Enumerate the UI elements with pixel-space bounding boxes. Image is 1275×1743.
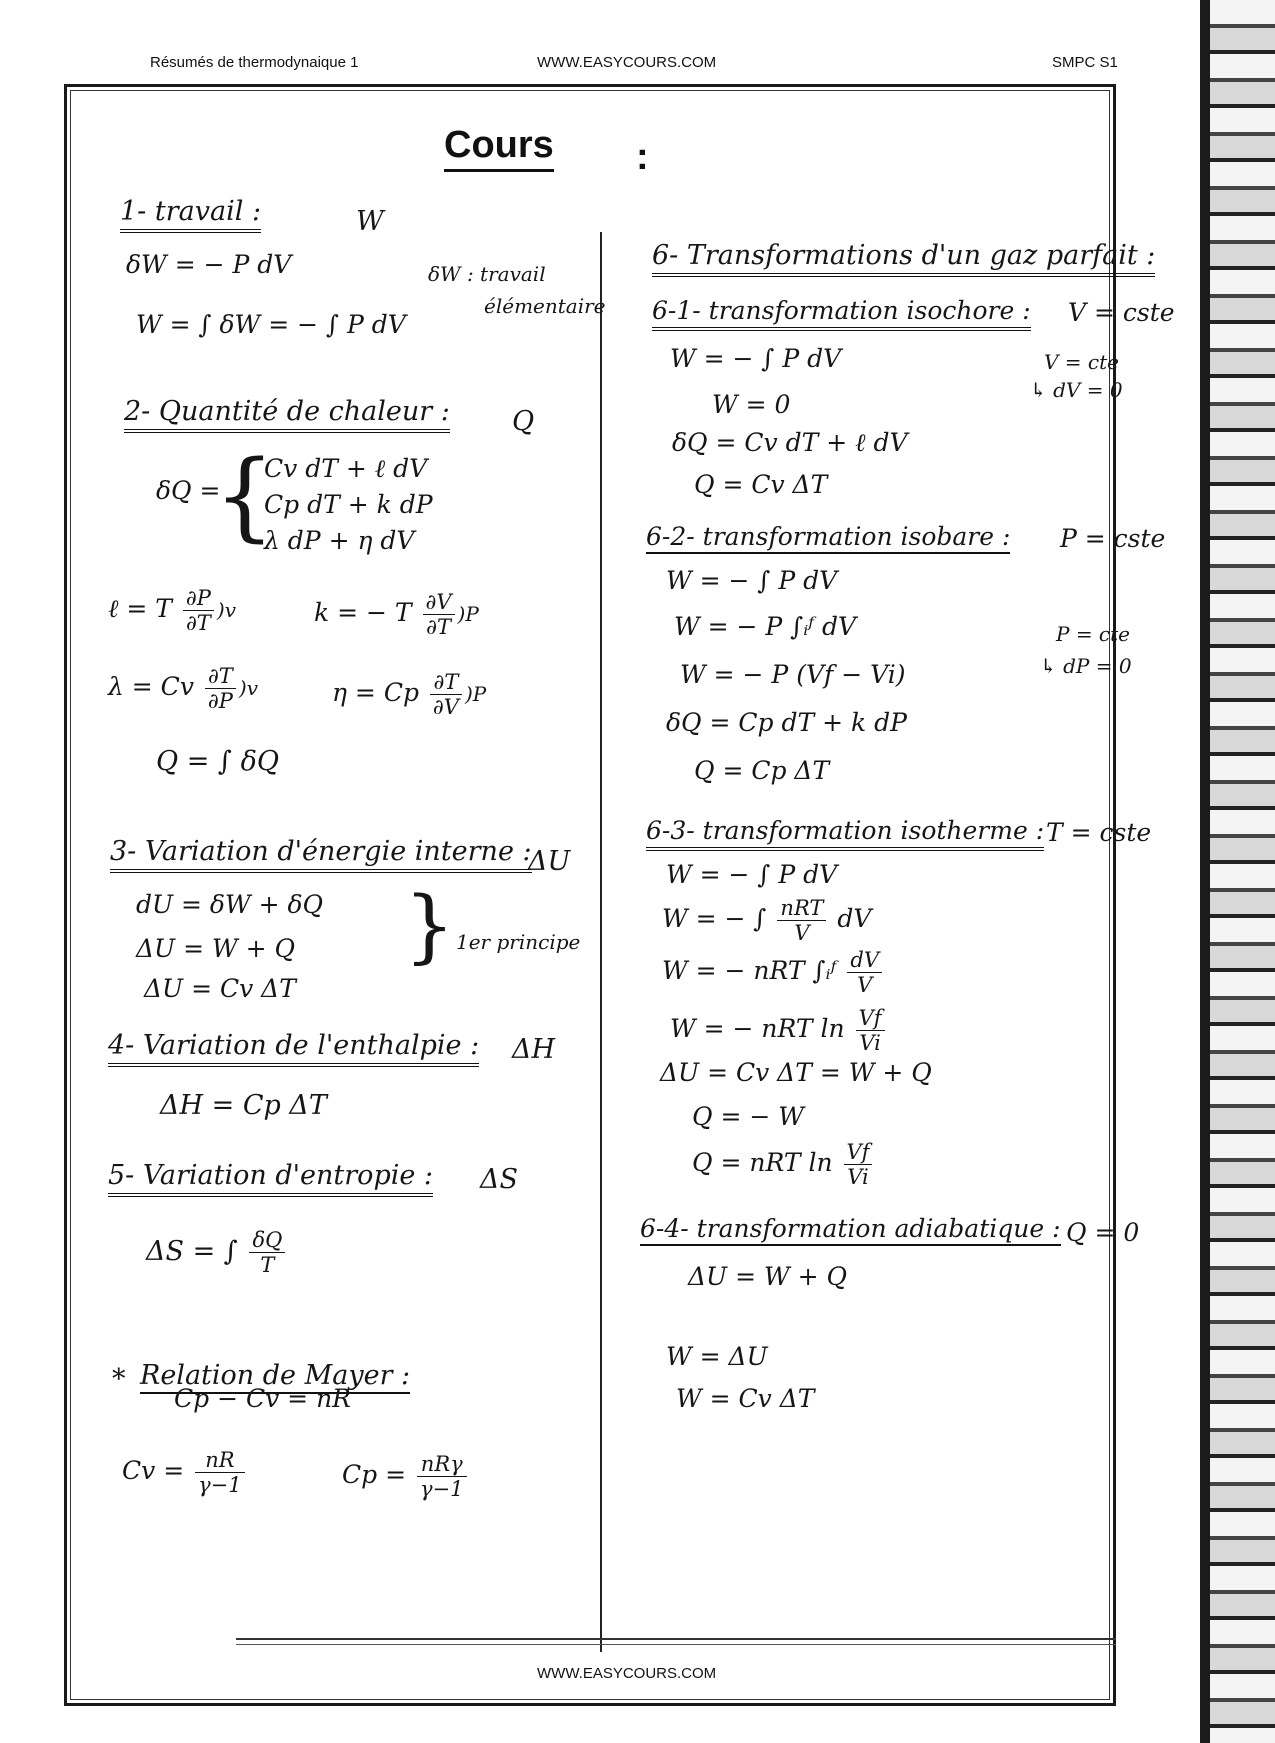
eq-k-sub: )P — [457, 602, 479, 626]
eq-6-3-3-num: dV — [847, 948, 882, 973]
section-2-eq-q-integral: Q = ∫ δQ — [156, 746, 279, 777]
section-2-case-1: Cv dT + ℓ dV — [264, 454, 428, 483]
section-6-1-eq-1: W = − ∫ P dV — [670, 344, 842, 373]
cp-fraction — [417, 1452, 467, 1501]
section-3-symbol: ΔU — [528, 846, 571, 877]
section-6-2-note-1: P = cte — [1056, 622, 1131, 646]
eq-l-lhs: ℓ = T — [108, 594, 172, 623]
section-4-title: 4- Variation de l'enthalpie : — [108, 1030, 479, 1067]
mayer-cv — [122, 1448, 248, 1497]
eq-lambda-sub: )v — [238, 676, 258, 700]
mayer-star: * — [112, 1364, 126, 1395]
eq-entropy-num: δQ — [249, 1228, 285, 1253]
section-6-3-eq-6: Q = − W — [692, 1102, 804, 1131]
header-right-text: SMPC S1 — [1052, 54, 1118, 71]
section-3-eq-3: ΔU = Cv ΔT — [144, 974, 296, 1003]
eq-6-3-3-fraction — [847, 948, 882, 997]
mayer-title: Relation de Mayer : — [140, 1360, 410, 1394]
section-6-1-eq-2: W = 0 — [712, 390, 791, 419]
section-3-eq-2: ΔU = W + Q — [136, 934, 295, 963]
section-6-2-eq-2: W = − P ∫ᵢᶠ dV — [674, 612, 857, 641]
eq-6-3-3-lhs: W = − nRT ∫ᵢᶠ — [662, 956, 837, 985]
cv-lhs: Cv = — [122, 1456, 185, 1485]
eq-k-fraction — [423, 590, 455, 639]
section-2-eq-eta — [332, 670, 486, 719]
section-2-case-2: Cp dT + k dP — [264, 490, 433, 519]
footer-text: WWW.EASYCOURS.COM — [537, 1665, 717, 1682]
eq-6-3-2-rhs: dV — [837, 904, 872, 933]
cp-num: nRγ — [417, 1452, 467, 1477]
eq-entropy-fraction — [249, 1228, 285, 1277]
section-6-4-eq-2: W = ΔU — [666, 1342, 768, 1371]
section-2-eq-l — [108, 586, 236, 635]
section-6-4-eq-3: W = Cv ΔT — [676, 1384, 815, 1413]
section-3-eq-1: dU = δW + δQ — [136, 890, 324, 919]
eq-6-3-7-fraction — [844, 1140, 873, 1189]
eq-6-3-4-lhs: W = − nRT ln — [670, 1014, 845, 1043]
section-5-symbol: ΔS — [480, 1164, 518, 1195]
section-6-4-title: 6-4- transformation adiabatique : — [640, 1214, 1061, 1246]
eq-eta-lhs: η = Cp — [332, 678, 419, 707]
eq-lambda-num: ∂T — [205, 664, 236, 689]
eq-6-3-2-lhs: W = − ∫ — [662, 904, 767, 933]
eq-6-3-4-num: Vf — [856, 1006, 885, 1031]
eq-6-3-2-den: V — [794, 921, 810, 945]
page-title-colon: : — [636, 136, 649, 178]
eq-eta-den: ∂V — [432, 695, 459, 719]
section-2-eq-lambda — [108, 664, 258, 713]
section-1-eq-work: W = ∫ δW = − ∫ P dV — [136, 310, 406, 339]
eq-6-3-2-num: nRT — [777, 896, 826, 921]
section-6-1-eq-3: δQ = Cv dT + ℓ dV — [672, 428, 908, 457]
section-2-brace: { — [214, 440, 276, 552]
section-6-2-condition: P = cste — [1060, 524, 1166, 553]
section-2-dq-lhs: δQ = — [156, 476, 221, 505]
mayer-eq: Cp − Cv = nR — [174, 1384, 351, 1413]
section-1-title: 1- travail : — [120, 196, 261, 233]
eq-lambda-lhs: λ = Cv — [108, 672, 194, 701]
section-6-title: 6- Transformations d'un gaz parfait : — [652, 240, 1155, 277]
section-6-3-eq-5: ΔU = Cv ΔT = W + Q — [660, 1058, 932, 1087]
cp-lhs: Cp = — [342, 1460, 407, 1489]
header-left-text: Résumés de thermodynaique 1 — [150, 54, 359, 71]
cv-den: γ−1 — [198, 1473, 242, 1497]
cv-num: nR — [195, 1448, 245, 1473]
column-divider — [600, 232, 602, 1652]
eq-6-3-4-den: Vi — [859, 1031, 881, 1055]
eq-k-num: ∂V — [423, 590, 455, 615]
section-2-eq-k — [314, 590, 479, 639]
eq-eta-num: ∂T — [430, 670, 462, 695]
section-6-3-eq-3 — [662, 948, 885, 997]
eq-6-3-7-den: Vi — [847, 1165, 869, 1189]
eq-l-fraction — [183, 586, 214, 635]
section-6-2-eq-1: W = − ∫ P dV — [666, 566, 838, 595]
mayer-cp — [342, 1452, 470, 1501]
section-6-3-eq-7 — [692, 1140, 875, 1189]
section-4-eq: ΔH = Cp ΔT — [160, 1090, 327, 1121]
cp-den: γ−1 — [419, 1477, 464, 1501]
eq-l-den: ∂T — [185, 611, 211, 635]
section-1-note-line2: élémentaire — [484, 294, 606, 318]
section-1-symbol: W — [356, 206, 384, 237]
section-6-3-condition: T = cste — [1046, 818, 1152, 847]
cv-fraction — [195, 1448, 245, 1497]
section-6-3-eq-4 — [670, 1006, 888, 1055]
section-2-case-3: λ dP + η dV — [264, 526, 415, 555]
section-5-eq — [146, 1228, 288, 1277]
section-6-2-eq-3: W = − P (Vf − Vi) — [680, 660, 906, 689]
eq-6-3-4-fraction — [856, 1006, 885, 1055]
eq-entropy-lhs: ΔS = ∫ — [146, 1236, 238, 1267]
section-6-2-eq-5: Q = Cp ΔT — [694, 756, 830, 785]
section-6-3-eq-2 — [662, 896, 871, 945]
section-6-2-title: 6-2- transformation isobare : — [646, 522, 1010, 554]
section-3-brace: } — [404, 879, 455, 972]
spiral-binding — [1200, 0, 1275, 1743]
section-6-3-title: 6-3- transformation isotherme : — [646, 816, 1044, 851]
section-1-eq-elementary-work: δW = − P dV — [126, 250, 292, 279]
section-6-1-condition: V = cste — [1068, 298, 1175, 327]
section-3-note: 1er principe — [456, 930, 581, 954]
section-2-symbol: Q — [512, 406, 535, 437]
eq-6-3-7-lhs: Q = nRT ln — [692, 1148, 833, 1177]
section-4-symbol: ΔH — [512, 1034, 556, 1065]
eq-l-sub: )v — [216, 598, 236, 622]
section-6-1-eq-4: Q = Cv ΔT — [694, 470, 828, 499]
eq-k-den: ∂T — [426, 615, 451, 639]
eq-eta-fraction — [430, 670, 462, 719]
section-6-1-note-2: ↳ dV = 0 — [1030, 378, 1123, 402]
eq-k-lhs: k = − T — [314, 598, 412, 627]
section-6-4-eq-1: ΔU = W + Q — [688, 1262, 847, 1291]
header-center-text: WWW.EASYCOURS.COM — [537, 54, 717, 71]
eq-eta-sub: )P — [464, 682, 487, 706]
section-1-note-line1: δW : travail — [428, 262, 546, 286]
section-6-3-eq-1: W = − ∫ P dV — [666, 860, 838, 889]
eq-lambda-fraction — [205, 664, 236, 713]
section-3-title: 3- Variation d'énergie interne : — [110, 836, 532, 873]
eq-6-3-7-num: Vf — [844, 1140, 873, 1165]
section-6-1-note-1: V = cte — [1044, 350, 1119, 374]
section-6-4-condition: Q = 0 — [1066, 1218, 1140, 1247]
bottom-rule — [236, 1638, 1116, 1645]
eq-6-3-3-den: V — [857, 973, 873, 997]
section-6-1-title: 6-1- transformation isochore : — [652, 296, 1031, 331]
eq-l-num: ∂P — [183, 586, 214, 611]
section-6-2-note-2: ↳ dP = 0 — [1040, 654, 1132, 678]
section-5-title: 5- Variation d'entropie : — [108, 1160, 433, 1197]
page-title: Cours — [444, 124, 554, 172]
section-2-title: 2- Quantité de chaleur : — [124, 396, 450, 433]
eq-entropy-den: T — [260, 1253, 275, 1277]
eq-6-3-2-fraction — [777, 896, 826, 945]
section-6-2-eq-4: δQ = Cp dT + k dP — [666, 708, 907, 737]
eq-lambda-den: ∂P — [207, 689, 233, 713]
